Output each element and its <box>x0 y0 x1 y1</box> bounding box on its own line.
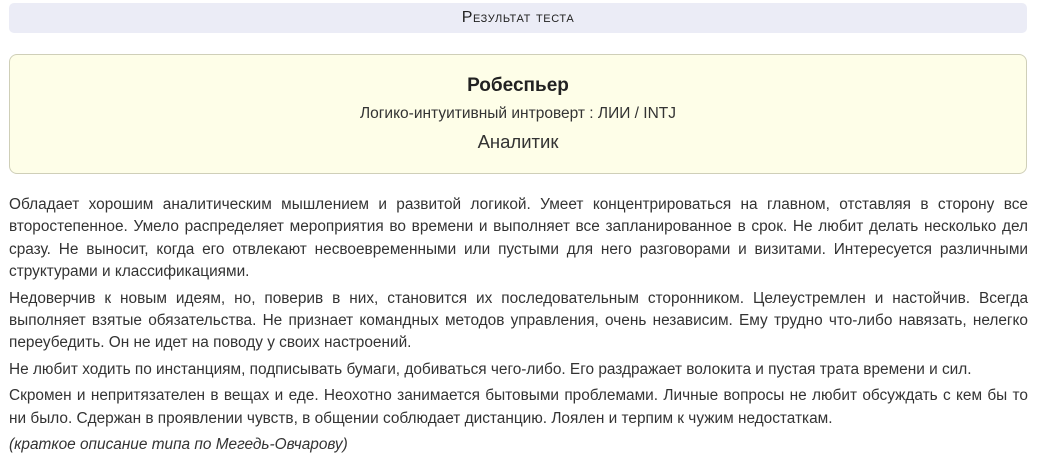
type-subtitle: Логико-интуитивный интроверт : ЛИИ / INTJ <box>359 105 677 122</box>
description-paragraph: Не любит ходить по инстанциям, подписывать бумаги, добиваться чего-либо. Его раздражает волокита и пустая трата времени и сил. <box>9 360 972 378</box>
type-description <box>9 194 1028 460</box>
description-paragraph: Обладает хорошим аналитическим мышлением и развитой логикой. Умеет концентрироваться на главном, отставляя в сторону все второстепенное. Умело распределяет мероприятия во времени и выполняет все запланированное в срок. Не любит делать несколько дел сразу. Не выносит, когда его отвлекают несвоевременными или пустыми для него разговорами и визитами. Интересуется различными структурами и классификациями. <box>9 196 1028 281</box>
result-header-bar <box>9 3 1027 33</box>
type-role: Аналитик <box>477 131 559 152</box>
source-note: (краткое описание типа по Мегедь-Овчарову) <box>9 436 348 454</box>
result-card <box>9 54 1027 174</box>
type-name: Робеспьер <box>467 75 569 96</box>
page-title: Результат теста <box>461 9 575 26</box>
description-paragraph: Скромен и непритязателен в вещах и еде. Неохотно занимается бытовыми проблемами. Личные вопросы не любит обсуждать с кем бы то ни было. Сдержан в проявлении чувств, в общении соблюдает дистанцию. Лоялен и терпим к чужим недостаткам. <box>9 387 1028 427</box>
description-paragraph: Недоверчив к новым идеям, но, поверив в них, становится их последовательным сторонником. Целеустремлен и настойчив. Всегда выполняет взятые обязательства. Не признает командных методов управления, очень независим. Ему трудно что-либо навязать, нелегко переубедить. Он не идет на поводу у своих настроений. <box>9 289 1028 352</box>
